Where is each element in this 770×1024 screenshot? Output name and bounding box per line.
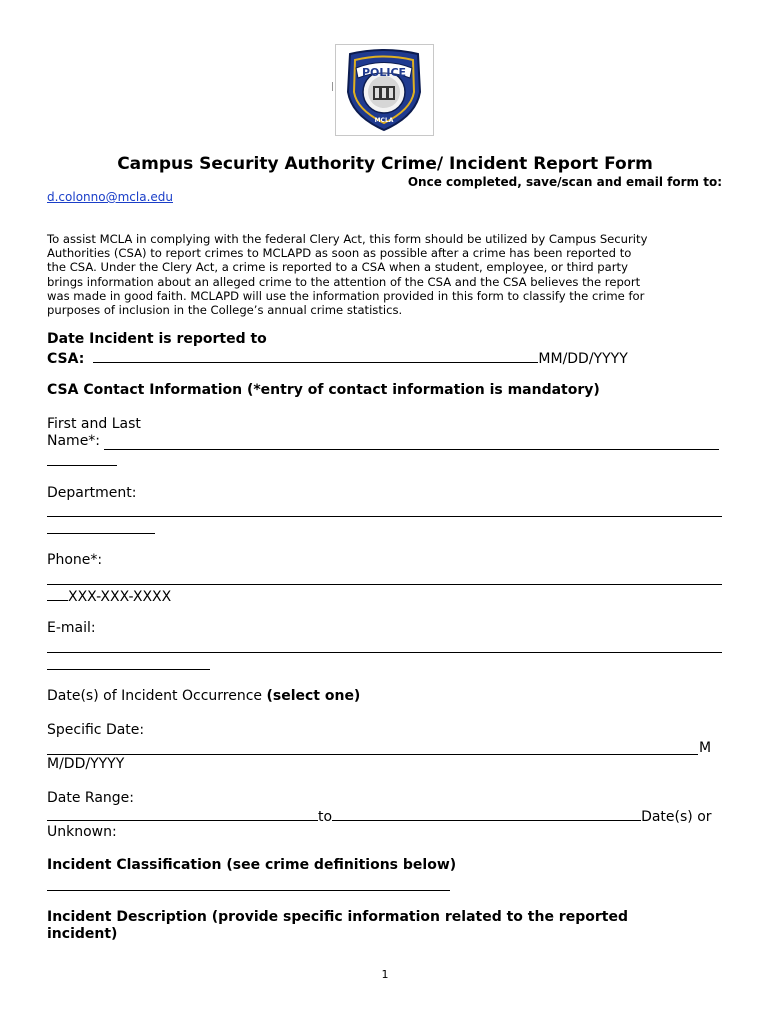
intro-line: the CSA. Under the Clery Act, a crime is reported to a CSA when a student, employee, or third party xyxy=(47,260,628,275)
intro-line: purposes of inclusion in the College’s annual crime statistics. xyxy=(47,303,403,318)
email-field[interactable] xyxy=(47,652,722,653)
description-heading-1: Incident Description (provide specific information related to the reported xyxy=(47,909,628,925)
intro-line: Authorities (CSA) to report crimes to MCLAPD as soon as possible after a crime has been reported to xyxy=(47,246,632,261)
date-reported-row xyxy=(47,348,747,367)
phone-format: XXX-XXX-XXXX xyxy=(68,589,172,605)
date-range-end-field[interactable] xyxy=(332,808,641,821)
department-label: Department: xyxy=(47,485,137,501)
email-link[interactable]: d.colonno@mcla.edu xyxy=(47,190,173,204)
date-reported-format: MM/DD/YYYY xyxy=(538,351,628,367)
date-range-label: Date Range: xyxy=(47,790,135,806)
logo-bottom-text: MCLA xyxy=(374,117,394,124)
intro-line: brings information about an alleged crime to the attention of the CSA and the CSA believes the report xyxy=(47,274,641,289)
phone-row xyxy=(47,586,171,605)
phone-field-cont[interactable] xyxy=(47,588,68,601)
occurrence-text: Date(s) of Incident Occurrence xyxy=(47,688,267,704)
classification-heading: Incident Classification (see crime definitions below) xyxy=(47,857,457,873)
email-instruction: Once completed, save/scan and email form to: xyxy=(407,175,722,189)
name-label-1: First and Last xyxy=(47,416,141,432)
specific-date-format-2: M/DD/YYYY xyxy=(47,756,125,772)
date-reported-label-2: CSA: xyxy=(47,351,85,367)
email-field-cont[interactable] xyxy=(47,669,210,670)
intro-paragraph xyxy=(47,232,727,317)
page-number: 1 xyxy=(381,968,389,981)
specific-date-field[interactable] xyxy=(47,754,698,755)
intro-line: was made in good faith. MCLAPD will use the information provided in this form to classify the crime for xyxy=(47,288,645,303)
description-heading-2: incident) xyxy=(47,926,118,942)
date-reported-field[interactable] xyxy=(93,350,538,363)
phone-label: Phone*: xyxy=(47,552,103,568)
occurrence-select-note: (select one) xyxy=(266,688,361,704)
logo-tick: | xyxy=(331,82,335,92)
police-badge-icon xyxy=(342,48,426,132)
date-reported-label-1: Date Incident is reported to xyxy=(47,331,267,347)
classification-field[interactable] xyxy=(47,890,450,891)
date-range-unknown: Unknown: xyxy=(47,824,117,840)
contact-heading: CSA Contact Information (*entry of contact information is mandatory) xyxy=(47,382,600,398)
name-field[interactable] xyxy=(104,449,719,450)
name-field-cont[interactable] xyxy=(47,465,117,466)
specific-date-format-1: M xyxy=(699,740,712,756)
email-label: E-mail: xyxy=(47,620,96,636)
date-range-to: to xyxy=(318,809,333,825)
department-field[interactable] xyxy=(47,516,722,517)
date-range-row xyxy=(47,806,712,825)
department-field-cont[interactable] xyxy=(47,533,155,534)
date-range-start-field[interactable] xyxy=(47,808,318,821)
page-title: Campus Security Authority Crime/ Incident Report Form xyxy=(117,154,653,174)
date-range-suffix: Date(s) or xyxy=(641,809,712,825)
occurrence-label xyxy=(47,688,360,704)
police-logo xyxy=(335,44,434,136)
name-label-2: Name*: xyxy=(47,433,101,449)
specific-date-label: Specific Date: xyxy=(47,722,145,738)
logo-top-text: POLICE xyxy=(361,66,407,79)
intro-line: To assist MCLA in complying with the federal Clery Act, this form should be utilized by Campus Security xyxy=(47,232,648,246)
phone-field[interactable] xyxy=(47,584,722,585)
